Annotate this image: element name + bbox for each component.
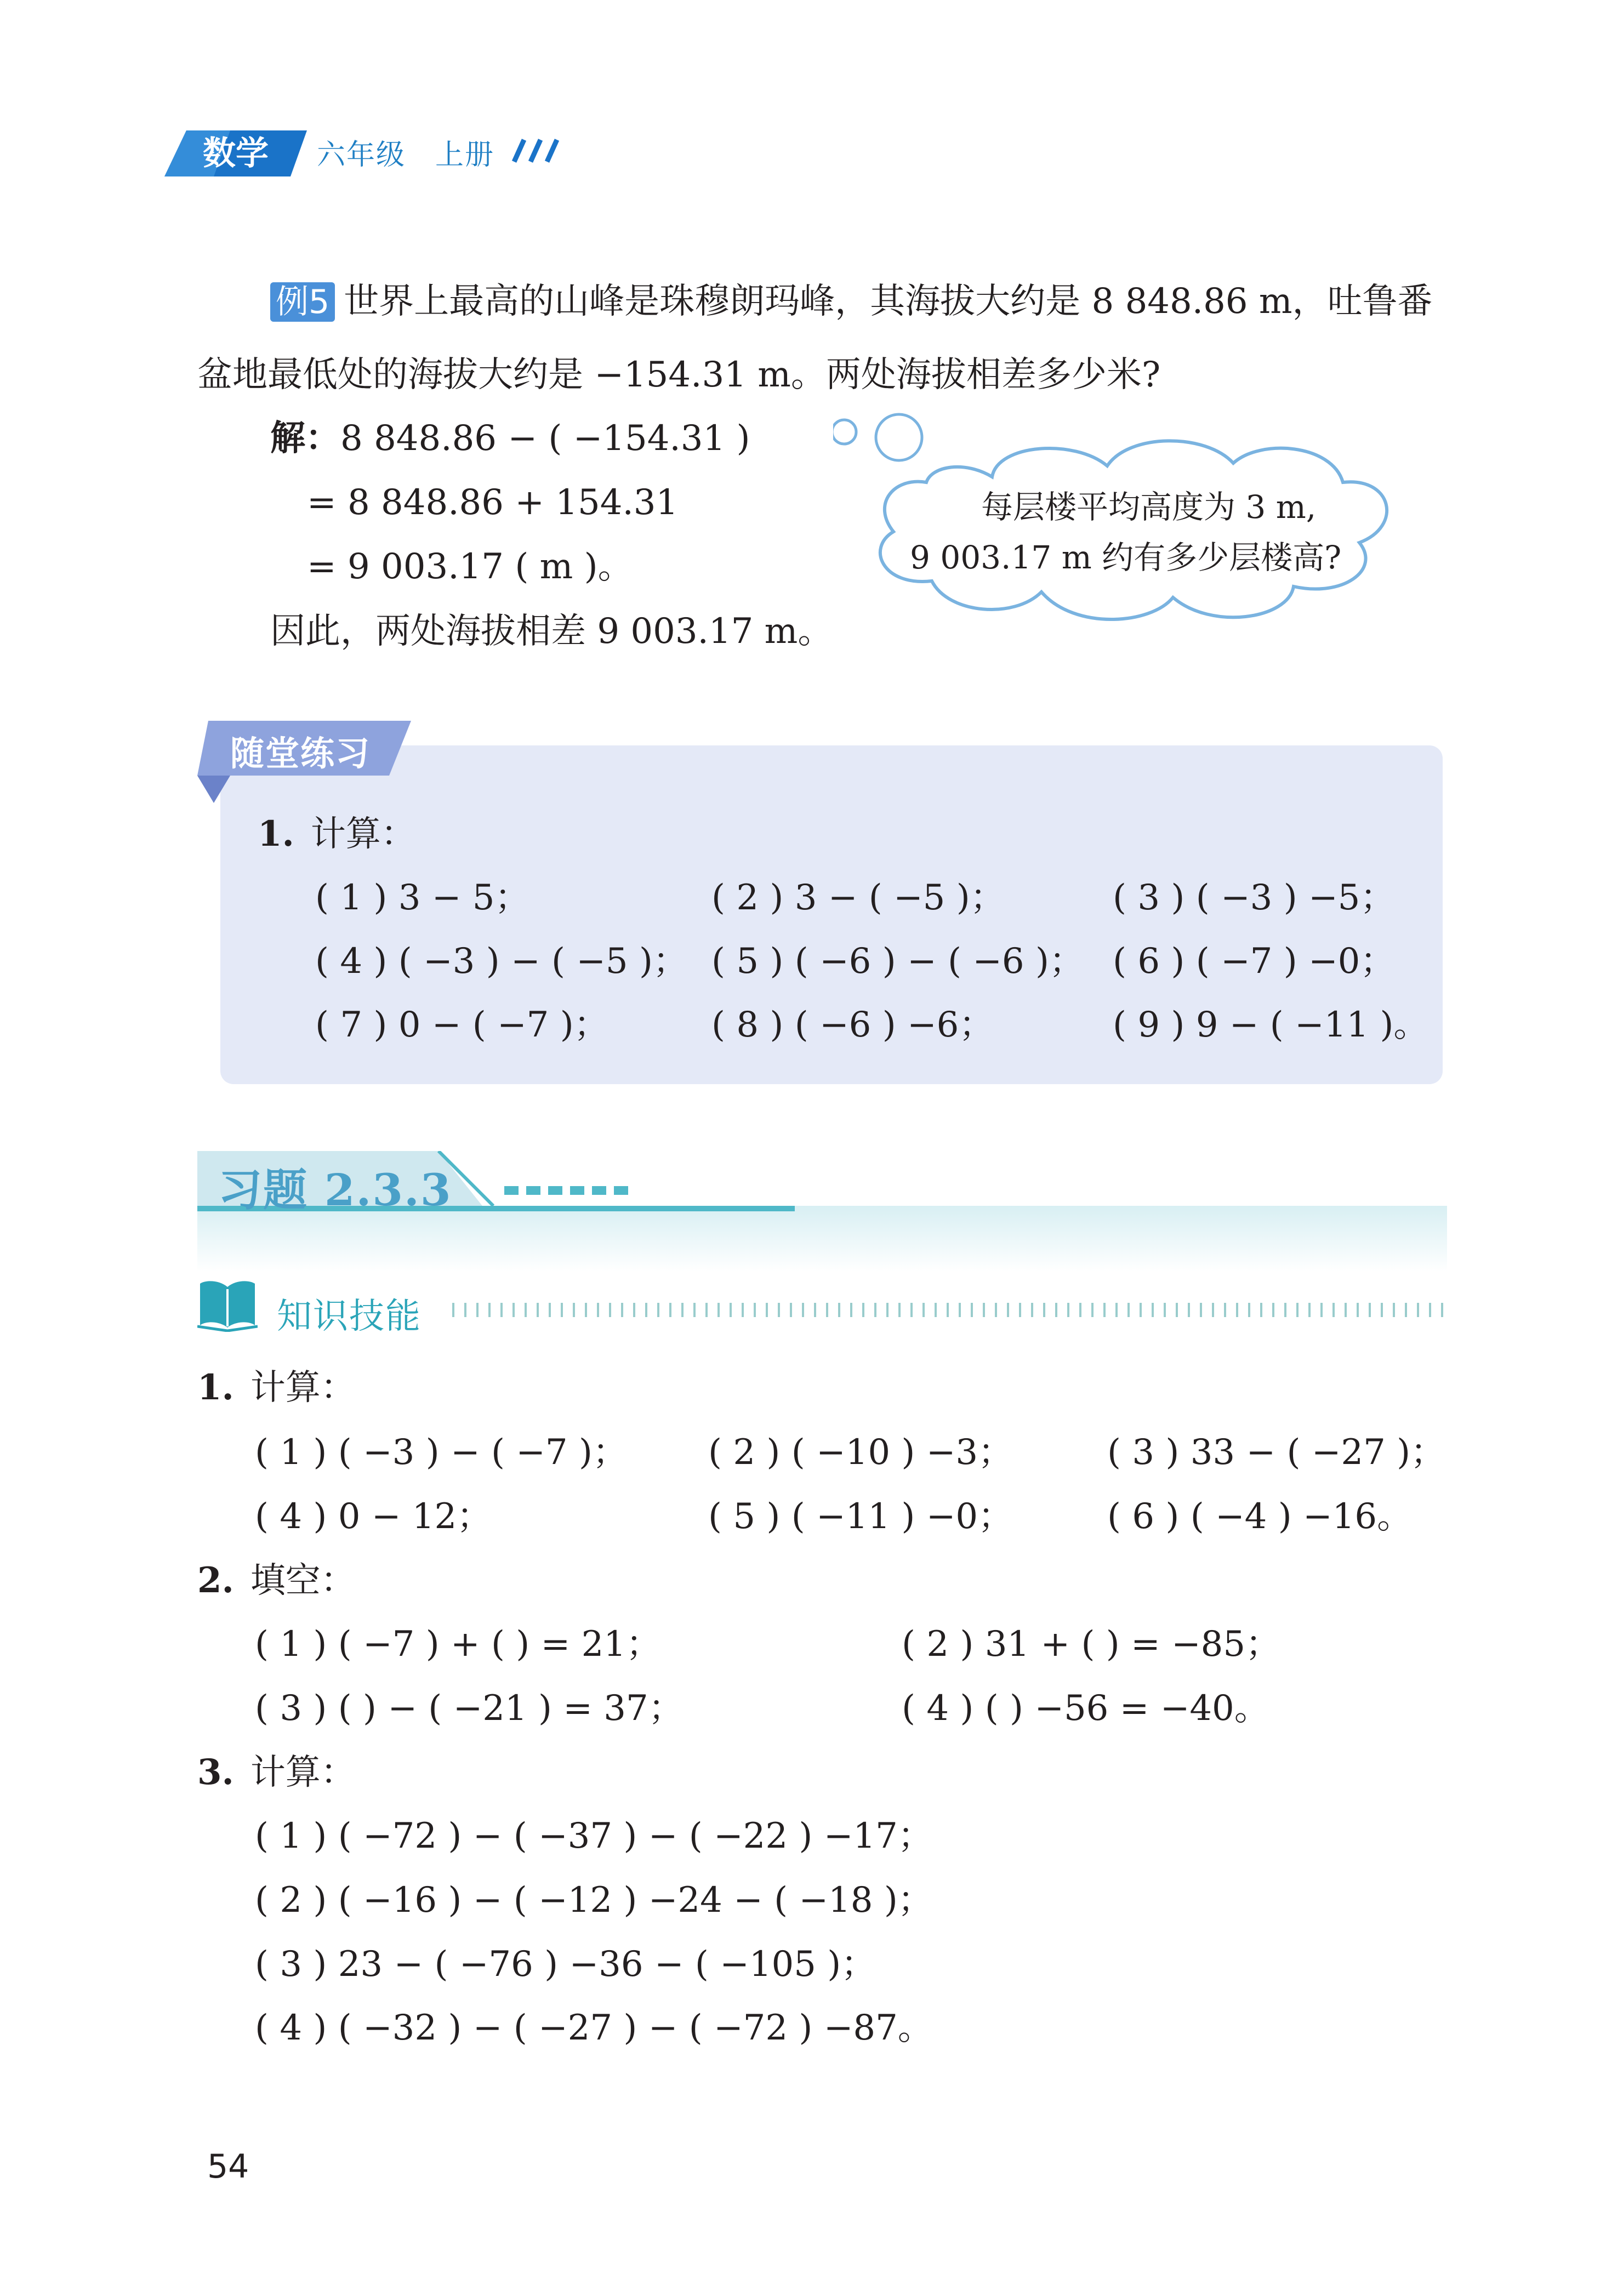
cloud-line-1: 每层楼平均高度为 3 m, [981, 488, 1317, 526]
practice-q-number: 1. [258, 813, 294, 854]
q2-item: ( 4 ) ( ) −56 = −40。 [902, 1688, 1269, 1729]
q1-item: ( 5 ) ( −11 ) −0； [708, 1496, 1013, 1537]
book-icon [197, 1277, 258, 1332]
practice-question [258, 813, 416, 854]
q3-item: ( 3 ) 23 − ( −76 ) −36 − ( −105 )； [255, 1944, 876, 1985]
solution-step-3: = 9 003.17 ( m )。 [307, 546, 633, 587]
example-line-2: 盆地最低处的海拔大约是 −154.31 m。两处海拔相差多少米? [197, 355, 1161, 395]
dotted-divider [452, 1302, 1445, 1318]
solution-conclusion: 因此，两处海拔相差 9 003.17 m。 [270, 611, 833, 652]
q1-item: ( 1 ) ( −3 ) − ( −7 )； [255, 1432, 628, 1473]
q3-item: ( 1 ) ( −72 ) − ( −37 ) − ( −22 ) −17； [255, 1816, 933, 1856]
subject-label: 数学 [203, 134, 269, 173]
grade-volume: 六年级 上册 [317, 139, 495, 172]
solution-step-1-text: 8 848.86 − ( −154.31 ) [340, 418, 750, 459]
practice-item: ( 6 ) ( −7 ) −0； [1113, 941, 1396, 982]
practice-item: ( 8 ) ( −6 ) −6； [711, 1005, 994, 1045]
practice-title: 随堂练习 [230, 733, 371, 773]
q3-text: 计算： [250, 1752, 356, 1793]
exercise-q1 [197, 1367, 356, 1408]
practice-item: ( 1 ) 3 − 5； [315, 878, 530, 918]
q1-item: ( 4 ) 0 − 12； [255, 1496, 492, 1537]
q3-item: ( 4 ) ( −32 ) − ( −27 ) − ( −72 ) −87。 [255, 2008, 933, 2048]
q1-item: ( 3 ) 33 − ( −27 )； [1107, 1432, 1446, 1473]
page-number: 54 [207, 2147, 249, 2186]
example-text-1: 世界上最高的山峰是珠穆朗玛峰，其海拔大约是 8 848.86 m，吐鲁番 [344, 281, 1433, 322]
q1-item: ( 6 ) ( −4 ) −16。 [1107, 1496, 1413, 1537]
practice-item: ( 4 ) ( −3 ) − ( −5 )； [315, 941, 688, 982]
q1-text: 计算： [250, 1368, 356, 1408]
q2-item: ( 1 ) ( −7 ) + ( ) = 21； [255, 1624, 661, 1665]
practice-item: ( 3 ) ( −3 ) −5； [1113, 878, 1396, 918]
practice-item: ( 2 ) 3 − ( −5 )； [711, 878, 1005, 918]
exercise-title: 习题 2.3.3 [218, 1164, 452, 1216]
q2-item: ( 3 ) ( ) − ( −21 ) = 37； [255, 1688, 684, 1729]
q2-text: 填空： [250, 1560, 356, 1601]
header-slash-decoration [503, 137, 563, 164]
knowledge-skills-title: 知识技能 [277, 1296, 422, 1337]
practice-item: ( 5 ) ( −6 ) − ( −6 )； [711, 941, 1084, 982]
example-line-1 [270, 282, 1433, 322]
q3-number: 3. [197, 1752, 234, 1793]
practice-item: ( 7 ) 0 − ( −7 )； [315, 1005, 609, 1045]
solution-label: 解： [270, 418, 340, 459]
solution-step-2: = 8 848.86 + 154.31 [307, 482, 679, 523]
exercise-q3 [197, 1752, 356, 1793]
subject-badge [164, 126, 307, 181]
solution-step-1 [270, 418, 750, 459]
q1-number: 1. [197, 1367, 234, 1408]
cloud-line-2: 9 003.17 m 约有多少层楼高? [910, 539, 1342, 576]
q3-item: ( 2 ) ( −16 ) − ( −12 ) −24 − ( −18 )； [255, 1880, 933, 1921]
q1-item: ( 2 ) ( −10 ) −3； [708, 1432, 1013, 1473]
practice-item: ( 9 ) 9 − ( −11 )。 [1113, 1005, 1429, 1045]
q2-item: ( 2 ) 31 + ( ) = −85； [902, 1624, 1281, 1665]
example-label: 例5 [270, 282, 335, 322]
q2-number: 2. [197, 1560, 234, 1601]
practice-q-text: 计算： [310, 814, 416, 854]
exercise-q2 [197, 1560, 356, 1601]
